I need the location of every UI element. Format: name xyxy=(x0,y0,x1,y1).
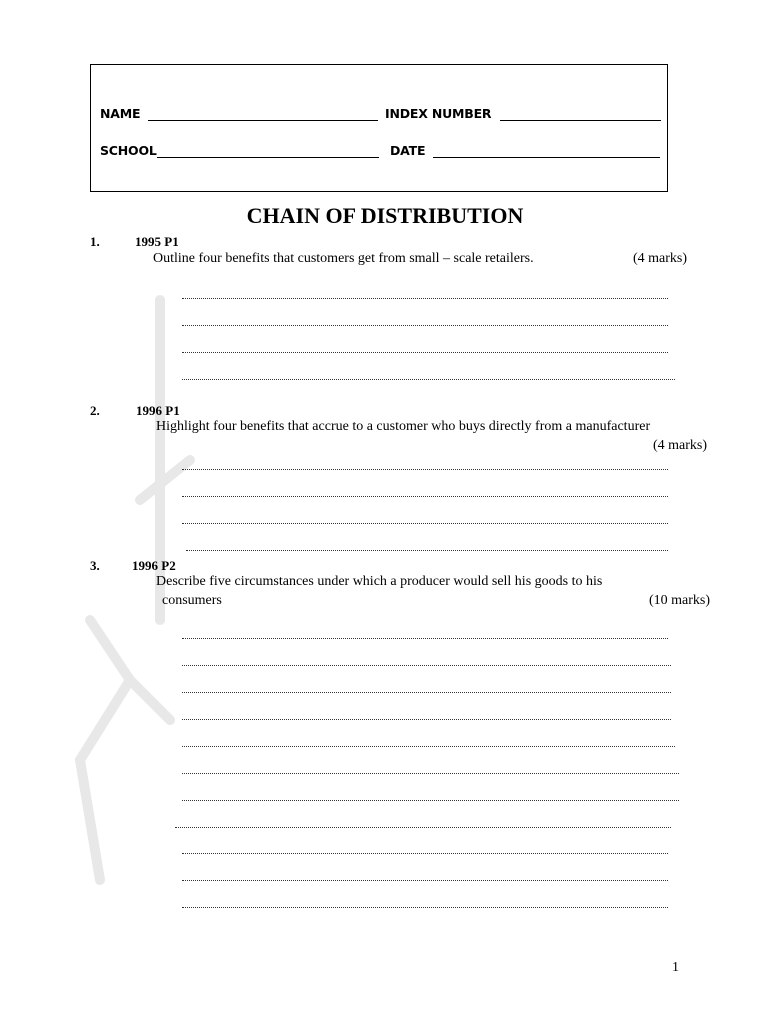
answer-line[interactable] xyxy=(182,496,668,497)
answer-line[interactable] xyxy=(182,379,675,380)
question-3-text-line2: consumers xyxy=(162,593,222,608)
question-2-text: Highlight four benefits that accrue to a customer who buys directly from a manufacturer xyxy=(156,419,651,434)
answer-line[interactable] xyxy=(182,800,679,801)
answer-line[interactable] xyxy=(182,853,668,854)
page-number: 1 xyxy=(672,960,679,975)
date-field[interactable] xyxy=(433,157,660,158)
question-2-marks: (4 marks) xyxy=(653,438,708,453)
question-1-year: 1995 P1 xyxy=(135,234,179,249)
answer-line[interactable] xyxy=(186,550,668,551)
answer-line[interactable] xyxy=(182,325,668,326)
answer-line[interactable] xyxy=(182,352,668,353)
answer-line[interactable] xyxy=(182,719,671,720)
student-details-box xyxy=(90,64,668,192)
date-label: DATE xyxy=(390,143,426,158)
question-1-text: Outline four benefits that customers get from small – scale retailers. xyxy=(153,251,534,266)
watermark-graphic xyxy=(60,200,200,900)
name-field[interactable] xyxy=(148,120,378,121)
name-label: NAME xyxy=(100,106,141,121)
answer-line[interactable] xyxy=(182,773,679,774)
answer-line[interactable] xyxy=(182,523,668,524)
index-number-field[interactable] xyxy=(500,120,661,121)
question-1-marks: (4 marks) xyxy=(633,251,688,266)
answer-line[interactable] xyxy=(182,880,668,881)
answer-line[interactable] xyxy=(182,746,675,747)
school-label: SCHOOL xyxy=(100,143,157,158)
question-1-number: 1. xyxy=(90,234,100,249)
answer-line[interactable] xyxy=(182,469,668,470)
index-number-label: INDEX NUMBER xyxy=(385,106,492,121)
question-2-number: 2. xyxy=(90,403,100,418)
question-3-marks: (10 marks) xyxy=(649,593,711,608)
school-field[interactable] xyxy=(157,157,379,158)
answer-line[interactable] xyxy=(182,665,671,666)
question-3-year: 1996 P2 xyxy=(132,558,176,573)
answer-line[interactable] xyxy=(182,692,671,693)
answer-line[interactable] xyxy=(182,298,668,299)
question-2-year: 1996 P1 xyxy=(136,403,180,418)
question-3-text-line1: Describe five circumstances under which a producer would sell his goods to his xyxy=(156,574,603,589)
answer-line[interactable] xyxy=(175,827,671,828)
answer-line[interactable] xyxy=(182,638,668,639)
question-3-number: 3. xyxy=(90,558,100,573)
answer-line[interactable] xyxy=(182,907,668,908)
page-title: CHAIN OF DISTRIBUTION xyxy=(246,203,524,228)
